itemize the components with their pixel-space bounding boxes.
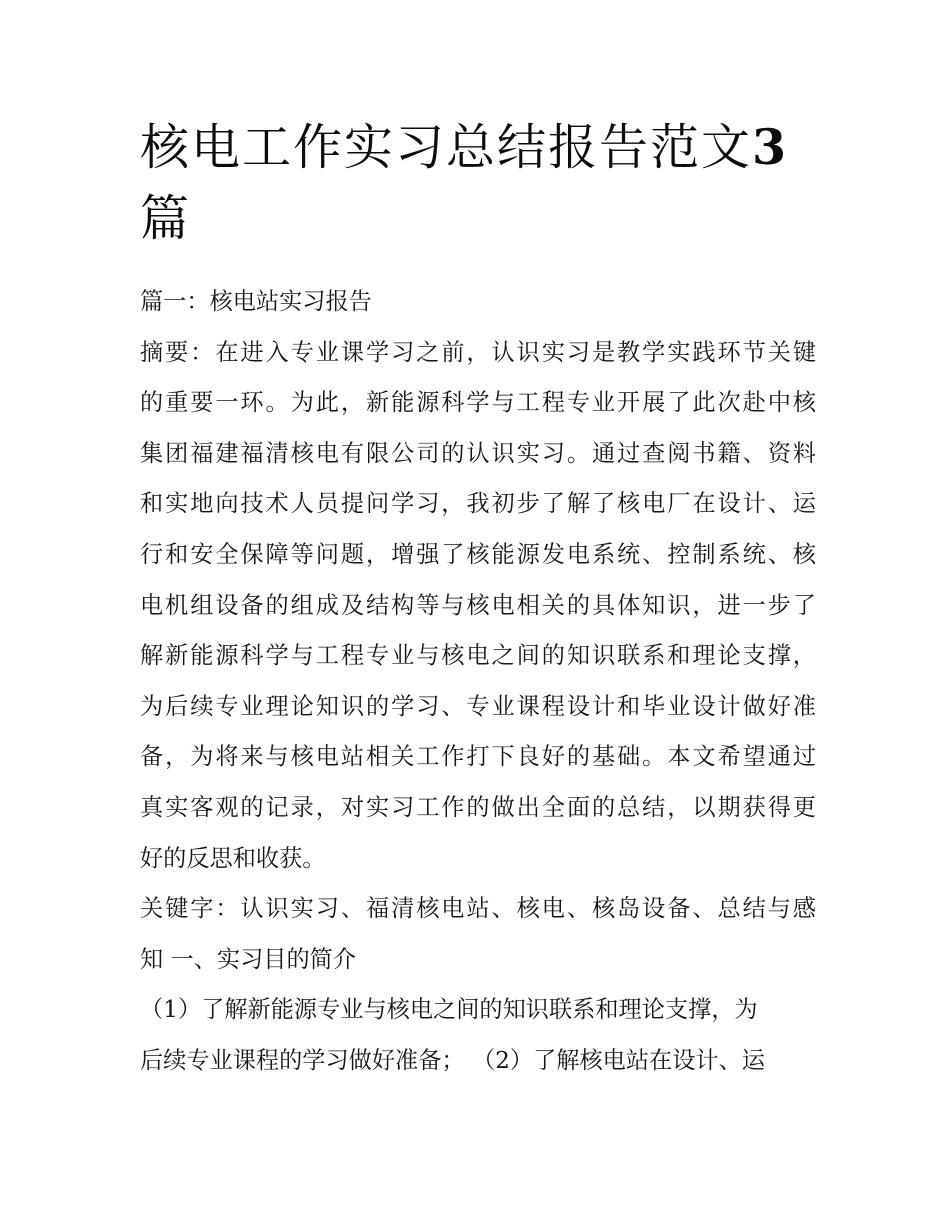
document-title (140, 112, 820, 254)
title-suffix: 篇 (140, 190, 192, 247)
abstract-line: 为后续专业理论知识的学习、专业课程设计和毕业设计做好准 (140, 692, 816, 720)
abstract-line: 真实客观的记录，对实习工作的做出全面的总结，以期获得更 (140, 793, 816, 821)
abstract-line: 的重要一环。为此，新能源科学与工程专业开展了此次赴中核 (140, 389, 816, 417)
abstract-line: 解新能源科学与工程专业与核电之间的知识联系和理论支撑， (140, 642, 816, 670)
abstract-line: 备，为将来与核电站相关工作打下良好的基础。本文希望通过 (140, 743, 816, 771)
abstract-line: 摘要：在进入专业课学习之前，认识实习是教学实践环节关键 (140, 338, 816, 366)
title-text: 核电工作实习总结报告范文 (140, 119, 753, 176)
abstract-line: 集团福建福清核电有限公司的认识实习。通过查阅书籍、资料 (140, 439, 816, 467)
abstract-line: 好的反思和收获。 (140, 844, 326, 872)
section-heading: 篇一：核电站实习报告 (140, 288, 372, 315)
abstract-line: 电机组设备的组成及结构等与核电相关的具体知识，进一步了 (140, 591, 816, 619)
document-body (140, 277, 816, 1087)
title-number: 3 (752, 118, 789, 176)
purpose-line: 后续专业课程的学习做好准备； （2）了解核电站在设计、运 (140, 1046, 765, 1074)
keywords-line: 知 一、实习目的简介 (140, 945, 357, 973)
abstract-line: 和实地向技术人员提问学习，我初步了解了核电厂在设计、运 (140, 490, 816, 518)
keywords-line: 关键字：认识实习、福清核电站、核电、核岛设备、总结与感 (140, 895, 816, 923)
purpose-line: （1）了解新能源专业与核电之间的知识联系和理论支撑，为 (140, 996, 758, 1024)
abstract-line: 行和安全保障等问题，增强了核能源发电系统、控制系统、核 (140, 540, 816, 568)
